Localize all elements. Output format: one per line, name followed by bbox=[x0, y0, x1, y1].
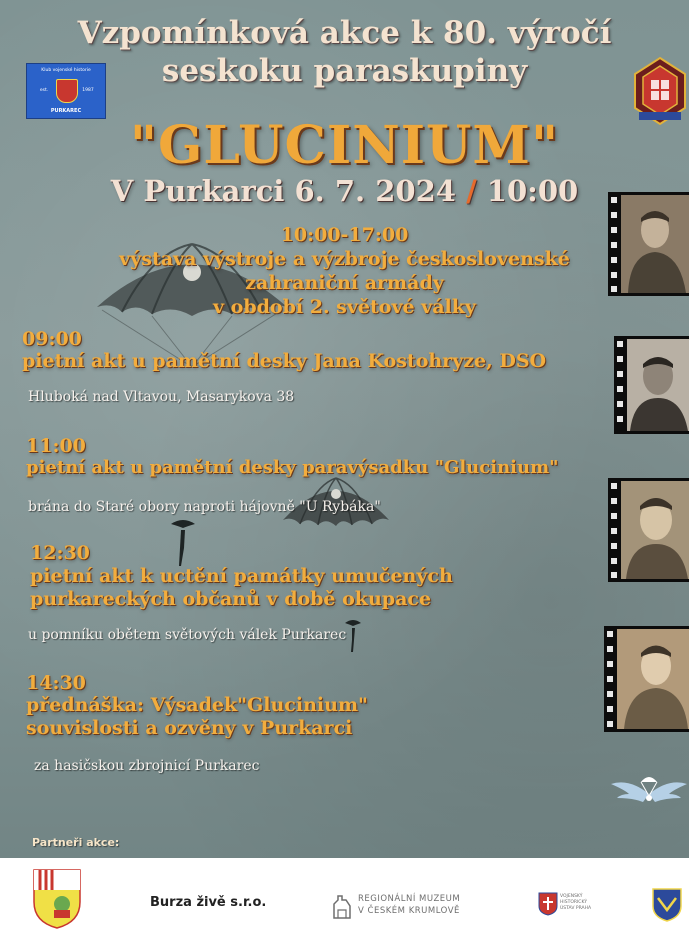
event-title-line-2: souvislosti a ozvěny v Purkarci bbox=[26, 717, 353, 739]
event-title: pietní akt u pamětní desky Jana Kostohryze, DSO bbox=[22, 350, 547, 372]
partners-bar bbox=[0, 858, 689, 939]
partner-burza: Burza živě s.r.o. bbox=[150, 895, 267, 910]
date-separator: / bbox=[466, 174, 477, 208]
partners-label: Partneři akce: bbox=[32, 836, 120, 849]
shield-icon bbox=[652, 888, 682, 922]
shield-icon bbox=[32, 868, 82, 930]
event-title-line-2: purkareckých občanů v době okupace bbox=[30, 588, 432, 610]
logo-top-text: Klub vojenské historie bbox=[41, 68, 91, 73]
event-time: 11:00 bbox=[26, 435, 86, 457]
exhibition-line-3: v období 2. světové války bbox=[213, 296, 476, 318]
exhibition-line-2: zahraniční armády bbox=[245, 272, 444, 294]
date-place: V Purkarci 6. 7. 2024 bbox=[110, 174, 456, 208]
vojenska-line-1: VOJENSKÝ bbox=[560, 894, 583, 899]
muzeum-line-2: V ČESKÉM KRUMLOVĚ bbox=[358, 906, 460, 916]
filmstrip-portrait-icon bbox=[608, 192, 689, 296]
title-line-1: Vzpomínková akce k 80. výročí bbox=[77, 15, 612, 51]
event-time: 09:00 bbox=[22, 328, 82, 350]
muzeum-line-1: REGIONÁLNÍ MUZEUM bbox=[358, 894, 461, 904]
event-place: brána do Staré obory naproti hájovně "U Rybáka" bbox=[28, 499, 381, 515]
event-time: 12:30 bbox=[30, 542, 90, 564]
event-place: u pomníku obětem světových válek Purkarec bbox=[28, 627, 347, 643]
logo-bottom-text: PURKAREC bbox=[50, 108, 82, 114]
paratrooper-silhouette bbox=[168, 518, 198, 568]
main-title: "GLUCINIUM" bbox=[129, 115, 560, 176]
filmstrip-portrait-icon bbox=[614, 336, 689, 434]
vojenska-line-2: HISTORICKÝ bbox=[560, 900, 587, 905]
event-place: Hluboká nad Vltavou, Masarykova 38 bbox=[28, 389, 295, 405]
partner-muzeum bbox=[358, 893, 460, 917]
date-time: 10:00 bbox=[486, 174, 579, 208]
event-title: pietní akt u pamětní desky paravýsadku "Glucinium" bbox=[26, 457, 559, 478]
title-line-2: seskoku paraskupiny bbox=[161, 53, 528, 89]
filmstrip-portrait-icon bbox=[608, 478, 689, 582]
coat-of-arms-icon bbox=[538, 892, 558, 916]
partner-vojenska bbox=[560, 894, 591, 912]
date-line bbox=[0, 174, 689, 208]
exhibition-time: 10:00-17:00 bbox=[280, 224, 409, 246]
filmstrip-portrait-icon bbox=[604, 626, 689, 732]
logo-year-right: 1987 bbox=[82, 88, 94, 93]
exhibition-line-1: výstava výstroje a výzbroje československé bbox=[119, 248, 570, 270]
event-title-line-1: přednáška: Výsadek"Glucinium" bbox=[26, 694, 368, 716]
event-title-line-1: pietní akt k uctění památky umučených bbox=[30, 565, 453, 587]
logo-year-left: est. bbox=[39, 88, 49, 93]
event-time: 14:30 bbox=[26, 672, 86, 694]
event-place: za hasičskou zbrojnicí Purkarec bbox=[34, 758, 260, 774]
paratrooper-wings-icon bbox=[609, 772, 689, 812]
museum-logo-icon bbox=[330, 894, 354, 920]
vojenska-line-3: ÚSTAV PRAHA bbox=[560, 906, 592, 911]
